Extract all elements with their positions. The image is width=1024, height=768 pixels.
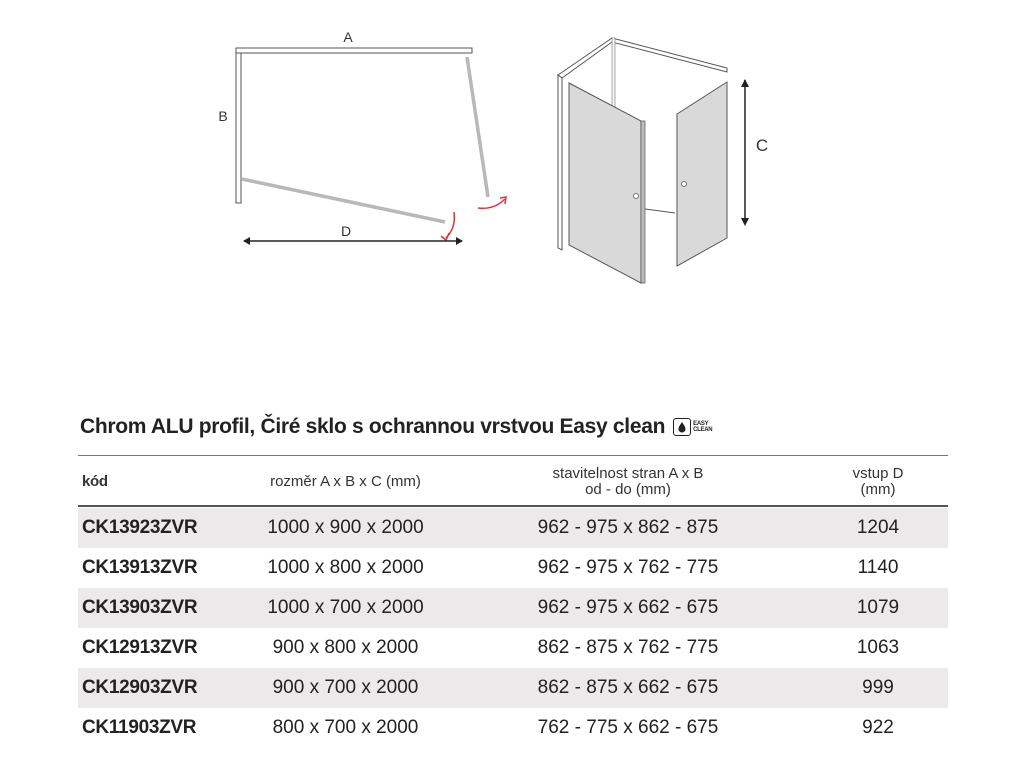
row-entry: 922	[862, 717, 894, 738]
row-dimensions: 900 x 700 x 2000	[272, 677, 419, 698]
row-code: CK13913ZVR	[82, 557, 198, 578]
table-top-rule	[78, 455, 948, 456]
row-entry: 1079	[856, 597, 900, 618]
row-adjustability: 862 - 875 x 662 - 675	[537, 677, 719, 698]
header-entry: vstup D (mm)	[852, 464, 904, 498]
table-row	[78, 668, 948, 708]
row-code: CK13903ZVR	[82, 597, 198, 618]
header-code: kód	[82, 472, 108, 490]
plan-view	[218, 29, 506, 245]
table-row	[78, 708, 948, 748]
easy-clean-badge	[673, 418, 712, 436]
perspective-view	[558, 38, 768, 283]
row-adjustability: 762 - 775 x 662 - 675	[537, 717, 719, 738]
row-entry: 999	[862, 677, 894, 698]
row-dimensions: 1000 x 900 x 2000	[267, 517, 424, 538]
row-entry: 1063	[856, 637, 900, 658]
header-dimensions: rozměr A x B x C (mm)	[270, 472, 421, 490]
row-dimensions: 800 x 700 x 2000	[272, 717, 419, 738]
shower-diagram	[0, 0, 1024, 300]
label-a: A	[343, 29, 353, 45]
label-d: D	[340, 223, 352, 239]
label-b: B	[218, 108, 228, 124]
row-code: CK12903ZVR	[82, 677, 198, 698]
row-dimensions: 1000 x 800 x 2000	[267, 557, 424, 578]
table-row	[78, 548, 948, 588]
row-code: CK13923ZVR	[82, 517, 198, 538]
row-dimensions: 1000 x 700 x 2000	[267, 597, 424, 618]
row-adjustability: 962 - 975 x 862 - 875	[537, 517, 719, 538]
row-code: CK11903ZVR	[82, 717, 197, 738]
row-adjustability: 962 - 975 x 662 - 675	[537, 597, 719, 618]
badge-line-1: EASY	[693, 421, 709, 427]
table-title	[80, 415, 712, 439]
row-dimensions: 900 x 800 x 2000	[272, 637, 419, 658]
row-adjustability: 862 - 875 x 762 - 775	[537, 637, 719, 658]
table-row	[78, 628, 948, 668]
row-entry: 1140	[857, 557, 899, 578]
table-body	[78, 508, 948, 748]
table-header	[78, 459, 948, 504]
row-adjustability: 962 - 975 x 762 - 775	[537, 557, 719, 578]
table-header-rule	[78, 505, 948, 507]
row-code: CK12913ZVR	[82, 637, 198, 658]
row-entry: 1204	[856, 517, 900, 538]
table-row	[78, 508, 948, 548]
label-c: C	[755, 136, 769, 155]
table-row	[78, 588, 948, 628]
badge-line-2: CLEAN	[693, 427, 713, 433]
header-adjustability: stavitelnost stran A x B od - do (mm)	[552, 464, 704, 498]
table-title-text: Chrom ALU profil, Čiré sklo s ochrannou vrstvou Easy clean	[80, 415, 666, 438]
water-drop-icon	[673, 418, 691, 436]
